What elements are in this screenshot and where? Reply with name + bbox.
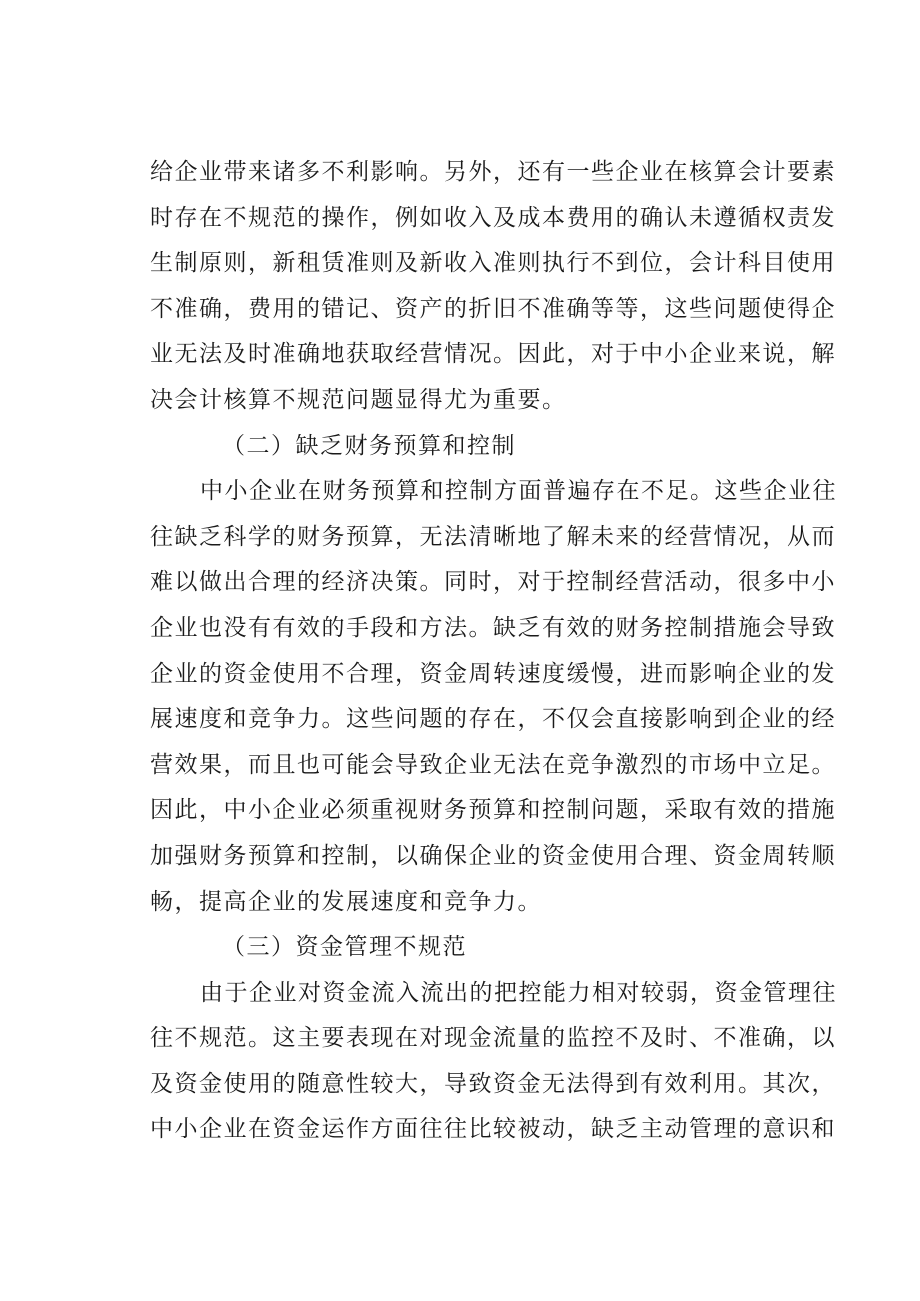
text-line: 企业的资金使用不合理，资金周转速度缓慢，进而影响企业的发 — [150, 660, 836, 687]
text-line: 由于企业对资金流入流出的把控能力相对较弱，资金管理往 — [200, 979, 837, 1006]
text-line: 决会计核算不规范问题显得尤为重要。 — [150, 386, 567, 413]
heading-text: （三）资金管理不规范 — [222, 934, 467, 961]
text-line: 时存在不规范的操作，例如收入及成本费用的确认未遵循权责发 — [150, 204, 836, 231]
paragraph-continued — [150, 150, 836, 424]
text-line: 不准确，费用的错记、资产的折旧不准确等等，这些问题使得企 — [150, 295, 836, 322]
text-line: 营效果，而且也可能会导致企业无法在竞争激烈的市场中立足。 — [150, 751, 836, 778]
section-heading-budget — [150, 424, 800, 470]
text-line: 给企业带来诸多不利影响。另外，还有一些企业在核算会计要素 — [150, 159, 836, 185]
paragraph-budget — [150, 469, 837, 925]
text-line: 畅，提高企业的发展速度和竞争力。 — [150, 888, 542, 915]
text-line: 往缺乏科学的财务预算，无法清晰地了解未来的经营情况，从而 — [150, 523, 836, 550]
section-heading-funds — [150, 925, 800, 971]
text-line: 企业也没有有效的手段和方法。缺乏有效的财务控制措施会导致 — [150, 614, 836, 641]
heading-text: （二）缺乏财务预算和控制 — [222, 432, 516, 459]
text-line: 生制原则，新租赁准则及新收入准则执行不到位，会计科目使用 — [150, 250, 836, 277]
text-line: 因此，中小企业必须重视财务预算和控制问题，采取有效的措施 — [150, 797, 836, 824]
text-line: 及资金使用的随意性较大，导致资金无法得到有效利用。其次， — [150, 1070, 836, 1097]
text-line: 展速度和竞争力。这些问题的存在，不仅会直接影响到企业的经 — [150, 706, 836, 733]
paragraph-funds — [150, 971, 837, 1153]
text-line: 往不规范。这主要表现在对现金流量的监控不及时、不准确，以 — [150, 1025, 836, 1052]
body-text — [150, 150, 837, 1153]
text-line: 加强财务预算和控制，以确保企业的资金使用合理、资金周转顺 — [150, 842, 836, 869]
text-line: 业无法及时准确地获取经营情况。因此，对于中小企业来说，解 — [150, 341, 836, 368]
text-line: 中小企业在财务预算和控制方面普遍存在不足。这些企业往 — [200, 478, 837, 505]
text-line: 中小企业在资金运作方面往往比较被动，缺乏主动管理的意识和 — [150, 1116, 836, 1143]
text-line: 难以做出合理的经济决策。同时，对于控制经营活动，很多中小 — [150, 569, 836, 596]
